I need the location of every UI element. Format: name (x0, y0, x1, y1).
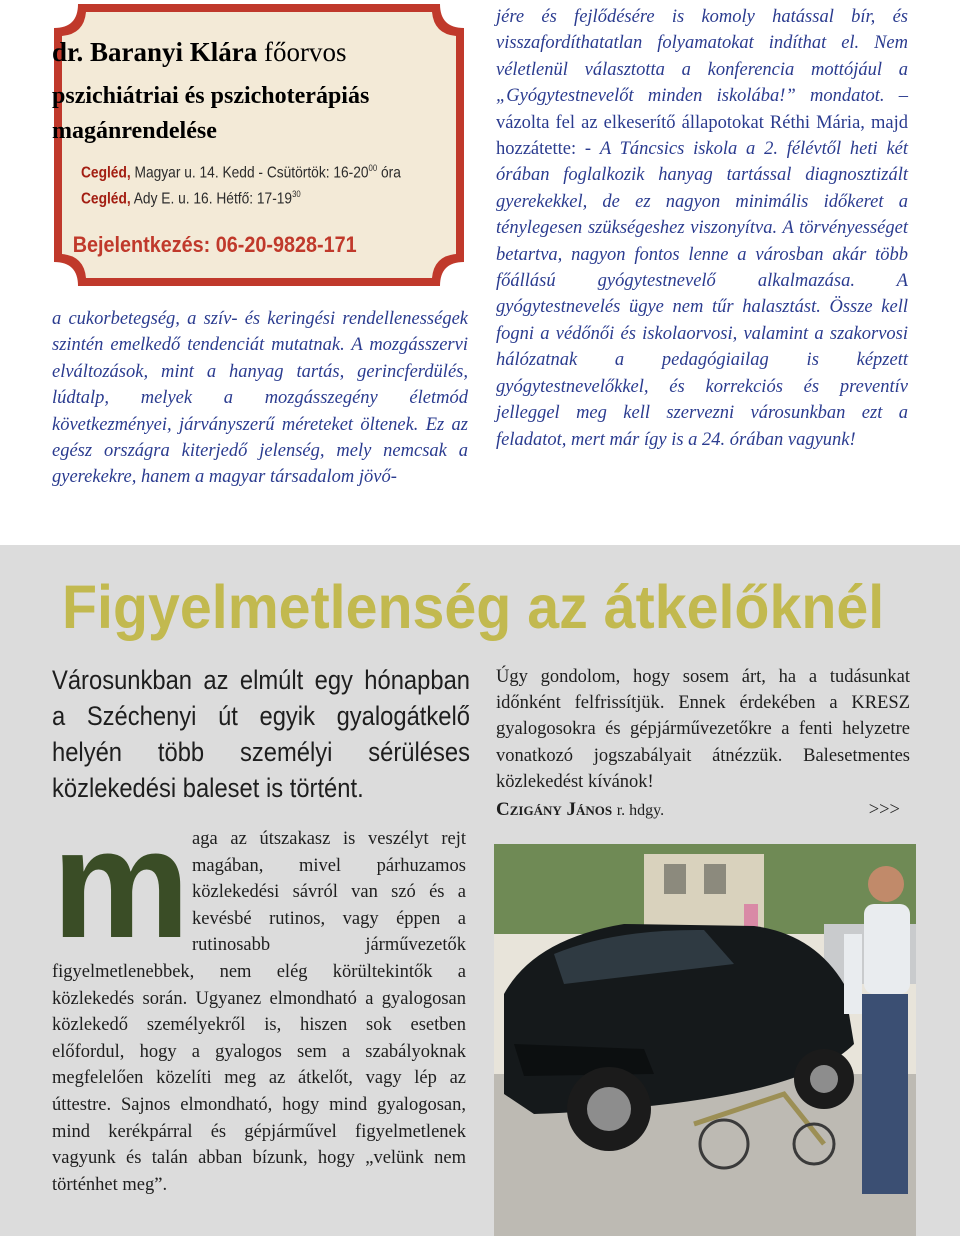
article-headline: Figyelmetlenség az átkelőknél (62, 573, 885, 641)
accident-photo-illustration (494, 844, 916, 1236)
accident-photo (494, 844, 916, 1236)
continue-marker[interactable]: >>> (868, 800, 900, 821)
ad-address-1: Cegléd, Magyar u. 14. Kedd - Csütörtök: $16-20^{00}$ óra (80, 163, 401, 182)
article-body-right-text: Úgy gondolom, hogy sosem árt, ha a tudásunkat időnként felfrissítjük. Ennek érdekében a KRESZ gyalogosokra és gépjárművezetőkre a fenti helyzetre vonatkozó jogszabályait átnézzük. Balesetmentes közlekedést kívánok! (496, 667, 910, 792)
article-body-left-text: aga az útszakasz is veszélyt rejt magában, mivel párhuzamos közlekedési sávról van szó és a kevésbé rutinos, vagy éppen a rutinosabb járművezetők figyelmetlenebbek, nem elég körültekintők a közlekedés során. Ugyanez elmondható a gyalogosan közlekedő személyekről is, hiszen sok esetben előfordul, hogy a gyalogos sem a szabályoknak megfelelően közelíti meg az átkelőt, vagy lép az úttestre. Sajnos elmondható, hogy mind gyalogosan, mind kerékpárral és gépjárművel figyelmetlenek vagyunk és talán abban bízunk, hogy „velünk nem történhet meg”. (52, 829, 466, 1195)
upper-right-column (496, 4, 908, 453)
signature (496, 797, 664, 824)
ad-specialty-line2: magánrendelése (52, 118, 217, 144)
signature-rank: r. hdgy. (616, 802, 665, 820)
ad-address-2: Cegléd, Ady E. u. 16. Hétfő: $17-19^{30}$ (80, 189, 301, 208)
upper-left-paragraph: a cukorbetegség, a szív- és keringési rendellenességek szintén emelkedő tendenciát mutatnak. A mozgásszervi elváltozások, mint a hanyag tartás, gerincferdülés, lúdtalp, melyek a mozgásszegény életmód következményei, járványszerű méreteket öltenek. Ez az egész országra kiterjedő jelenség, mely nemcsak a gyerekekre, hanem a magyar társadalom jövő- (52, 309, 468, 488)
ad-phone: Bejelentkezés: 06-20-9828-171 (72, 232, 357, 257)
ad-doctor-line (52, 36, 466, 68)
doctor-advertisement (52, 2, 466, 288)
article-body-right (496, 664, 910, 824)
doctor-name: dr. Baranyi Klára (52, 37, 258, 67)
drop-cap: m (52, 797, 190, 970)
upper-right-paragraph: jére és fejlődésére is komoly hatással bír, és visszafordíthatatlan folyamatokat indíthat el. Nem véletlenül választotta a konferencia mottójául a „Gyógytestnevelőt minden iskolába!” mondatot. – vázolta fel az elkeserítő állapotokat Réthi Mária, majd hozzátette: - A Táncsics iskola a 2. félévtől heti két órában foglalkozik hanyag tartással diagnosztizált gyerekekkel, de ez nagyon minimális időkeret a ténylegesen szükségeshez viszonyítva. A törvényességet betartva, nagyon fontos lenne a városban akár több főállású gyógytestnevelő alkalmazása. A gyógytestnevelés ügye nem tűr halasztást. Össze kell fogni a védőnői és iskolaorvosi, valamint a szakorvosi hálózatnak a pedagógiailag is képzett gyógytestnevelőkkel, és korrekciós és preventív jelleggel meg kell szervezni városunkban ezt a feladatot, mert már így is a 24. órában vagyunk! (496, 7, 909, 450)
doctor-title: főorvos (264, 37, 347, 67)
article-lead: Városunkban az elmúlt egy hónapban a Széchenyi út egyik gyalogátkelő helyén több személyi sérüléses közlekedési baleset is történt. (52, 665, 470, 803)
signature-row (496, 797, 910, 824)
ad-specialty-line1: pszichiátriai és pszichoterápiás (52, 83, 370, 109)
signature-name: Czigány János (496, 799, 613, 821)
article-body-left (52, 797, 466, 1198)
upper-left-column (52, 306, 468, 491)
